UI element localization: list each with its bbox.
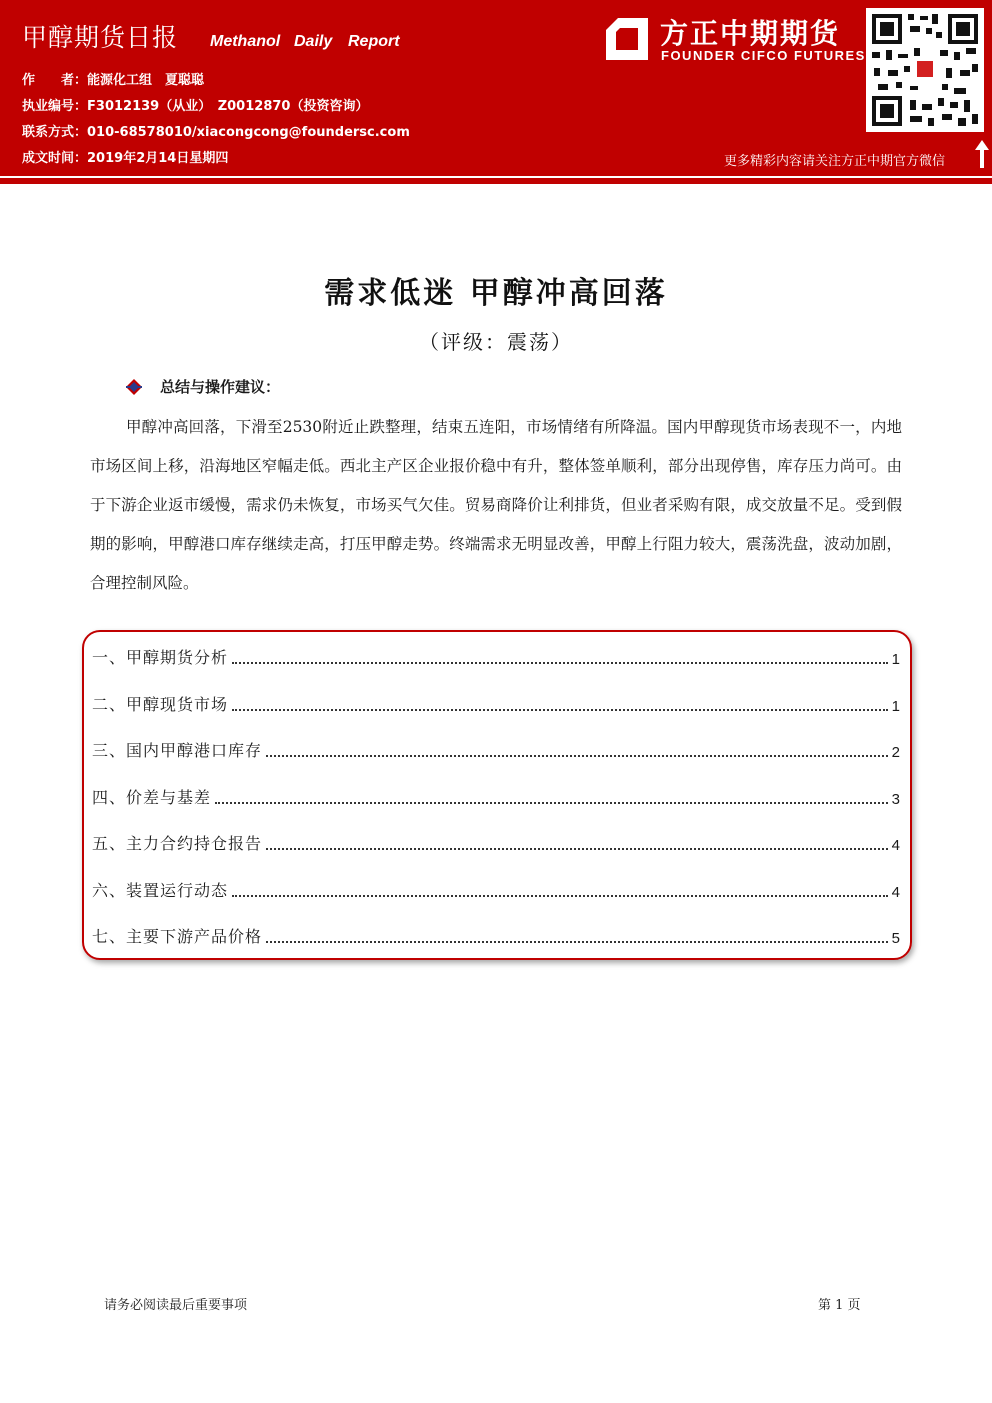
company-name-en: FOUNDER CIFCO FUTURES (661, 48, 866, 63)
toc-item-label: 三、国内甲醇港口库存 (92, 741, 263, 760)
report-title-en-3: Report (348, 33, 400, 50)
contact-label: 联系方式： (22, 125, 88, 140)
toc-item-page: 5 (891, 930, 900, 947)
toc-item[interactable] (92, 644, 900, 668)
summary-heading-text: 总结与操作建议： (160, 378, 281, 396)
toc-item[interactable] (92, 784, 900, 808)
page-title: 需求低迷 甲醇冲高回落 (324, 276, 668, 311)
toc-item-label: 四、价差与基差 (92, 788, 212, 807)
date-row (22, 147, 228, 166)
report-title-en-2: Daily (294, 33, 333, 50)
toc-leader (232, 894, 888, 897)
contact-value[interactable]: 010-68578010/xiacongcong@foundersc.com (87, 125, 410, 140)
rating-label: （评级：震荡） (419, 330, 573, 354)
toc-leader (232, 708, 888, 711)
header-banner (0, 0, 992, 172)
header-divider (0, 172, 992, 184)
toc-item-page: 1 (891, 698, 900, 715)
date-value: 2019年2月14日星期四 (87, 151, 229, 166)
author-label: 作 者： (22, 73, 88, 88)
toc-item[interactable] (92, 923, 900, 947)
wechat-follow-note: 更多精彩内容请关注方正中期官方微信 (724, 154, 946, 169)
toc-item-label: 二、甲醇现货市场 (92, 695, 229, 714)
toc-leader (266, 754, 888, 757)
toc-item-page: 3 (891, 791, 900, 808)
author-row (22, 69, 204, 88)
license-value: F3012139（从业） Z0012870（投资咨询） (87, 99, 369, 114)
toc-item-page: 1 (891, 651, 900, 668)
report-title-en-1: Methanol (210, 33, 281, 50)
author-value: 能源化工组 夏聪聪 (87, 73, 205, 88)
toc-item[interactable] (92, 691, 900, 715)
table-of-contents (82, 630, 912, 960)
toc-item-label: 一、甲醇期货分析 (92, 648, 229, 667)
toc-item-label: 六、装置运行动态 (92, 881, 229, 900)
toc-item[interactable] (92, 830, 900, 854)
page-number: 第 1 页 (818, 1298, 861, 1313)
footer-notice: 请务必阅读最后重要事项 (104, 1298, 248, 1313)
diamond-bullet-icon (126, 379, 142, 395)
toc-item-page: 4 (891, 837, 900, 854)
toc-item-label: 五、主力合约持仓报告 (92, 834, 263, 853)
license-row (22, 95, 368, 114)
report-title-cn: 甲醇期货日报 (22, 23, 179, 52)
toc-item[interactable] (92, 877, 900, 901)
toc-leader (232, 661, 888, 664)
summary-heading (126, 376, 280, 397)
summary-paragraph: 甲醇冲高回落，下滑至2530附近止跌整理，结束五连阳，市场情绪有所降温。国内甲醇现货市场表现不一，内地市场区间上移，沿海地区窄幅走低。西北主产区企业报价稳中有升，整体签单顺利，部分出现停售，库存压力尚可。由于下游企业返市缓慢，需求仍未恢复，市场买气欠佳。贸易商降价让利排货，但业者采购有限，成交放量不足。受到假期的影响，甲醇港口库存继续走高，打压甲醇走势。终端需求无明显改善，甲醇上行阻力较大，震荡洗盘，波动加剧，合理控制风险。 (90, 418, 902, 592)
toc-item-page: 2 (891, 744, 900, 761)
toc-leader (266, 940, 888, 943)
date-label: 成文时间： (22, 151, 88, 166)
contact-row (22, 121, 410, 140)
toc-item-label: 七、主要下游产品价格 (92, 927, 263, 946)
up-arrow-icon (975, 140, 989, 168)
toc-leader (215, 801, 888, 804)
toc-item-page: 4 (891, 884, 900, 901)
qr-code (866, 8, 984, 132)
qr-code-icon (866, 8, 984, 132)
license-label: 执业编号： (22, 99, 88, 114)
company-logo-icon (604, 16, 650, 62)
toc-item[interactable] (92, 737, 900, 761)
company-name-cn: 方正中期期货 (660, 17, 841, 50)
toc-leader (266, 847, 888, 850)
